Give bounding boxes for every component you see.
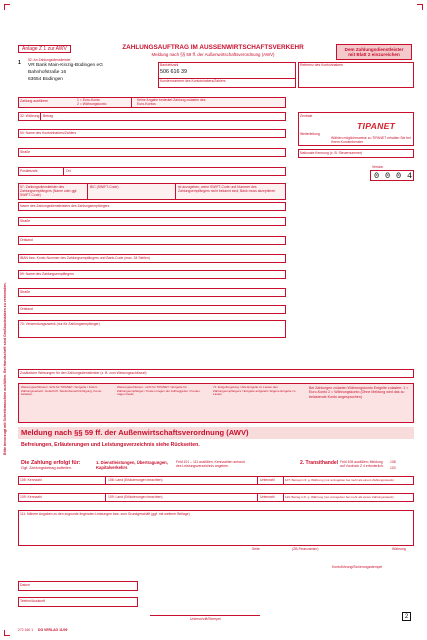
row1-country-label: 106: Land (Erläuterungen beachten)	[108, 478, 163, 482]
bank-city: 63654 Büdingen	[28, 77, 63, 82]
payment-for-note: Ggf. Zahlungsbetrag aufteilen.	[21, 466, 73, 470]
version-digit-1: 0	[374, 171, 380, 181]
payment-for-heading: Die Zahlung erfolgt für:	[21, 460, 81, 466]
tax-id-label: Nationale Kennung (z. B. Steuernummer)	[300, 151, 363, 155]
awv-heading: Meldung nach §§ 59 ff. der Außenwirtschaftsverordnung (AWV)	[21, 428, 249, 437]
services-heading: 1. Dienstleistungen, Übertragungen, Kapitalverkehrs	[96, 460, 168, 470]
beneficiary-name-label: 59: Name des Zahlungsempfängers	[20, 272, 74, 276]
purpose-label: 70: Verwendungszweck (nur für Zahlungsempfänger)	[20, 322, 100, 326]
postcode-label: Postleitzahl	[20, 169, 38, 173]
swift-note: ist anzugeben, wenn SWIFT-Code und Nummer des Zahlungsempfängers nicht bekannt sind; Bank muss akzeptieren	[178, 185, 276, 193]
copy-number: 1	[18, 60, 21, 66]
form-title: ZAHLUNGSAUFTRAG IM AUSSENWIRTSCHAFTSVERKEHR	[122, 44, 304, 51]
beneficiary-bank-place-label: Ortsland	[20, 238, 33, 242]
date-field[interactable]	[18, 581, 138, 591]
transit-heading: 2. Transithandel	[300, 460, 339, 466]
bic-label: BIC (SWIFT-Code)	[90, 185, 119, 189]
form-tag: Anlage Z 1 zur AWV	[18, 45, 71, 53]
execution-option-1: 1 = Euro-Konto	[77, 98, 100, 102]
reference-field[interactable]	[298, 62, 414, 88]
street-label: Straße	[20, 150, 31, 154]
beneficiary-street-field[interactable]	[18, 288, 286, 297]
instructions-field[interactable]	[18, 369, 414, 378]
form-code: 272 160 1	[18, 628, 34, 632]
purpose-field[interactable]	[18, 320, 286, 338]
row2-country-label: 109: Land (Erläuterungen beachten)	[108, 495, 163, 499]
awv-zb-label: (ZB-Finanzamtnr)	[292, 547, 319, 551]
awv-row-2[interactable]	[18, 493, 414, 502]
beneficiary-place-label: Ortsland	[20, 307, 33, 311]
beneficiary-bank-swift-row[interactable]	[18, 183, 286, 200]
version-digit-4: 4	[407, 171, 413, 181]
street-field[interactable]	[18, 148, 286, 157]
beneficiary-bank-place-field[interactable]	[18, 236, 286, 245]
tipanet-logo: TIPANET	[357, 121, 396, 131]
beneficiary-bank-name-label: Name des Zahlungsdienstleisters des Zahlungsempfängers	[20, 204, 110, 208]
version-box	[370, 170, 414, 181]
version-digit-2: 0	[385, 171, 391, 181]
bank-street: Bahnhofstraße 16	[28, 70, 67, 75]
amount-label: Betrag	[43, 114, 53, 118]
execution-row[interactable]	[18, 97, 286, 108]
beneficiary-name-field[interactable]	[18, 270, 286, 279]
publisher: DG VERLAG 11/09	[38, 628, 68, 632]
instruction-codes-band	[18, 383, 414, 423]
execution-note: Keine Angabe bedeutet Zahlung zulasten des Euro-Kontos	[137, 98, 206, 106]
row1-kennzahl-label: 105: Kennzahl	[20, 478, 42, 482]
awv-detail-label: 111: Nähere Angaben zu den zugrunde liegenden Leistungen bzw. zum Grundgeschäft (ggf. mit weiterer Beilage)	[20, 512, 190, 516]
instruction-col-4: Bei Zahlungen zulasten Währungskonto Entgelte zulasten: 1 = Euro-Konto 2 = Währungskonto (Ohne Meldung wird das zu belastende Konto angesprochen)	[309, 386, 409, 399]
transit-note: Feld 108 ausfüllen; Meldung auf Vordruck Z 4 erforderlich.	[340, 460, 384, 468]
instruction-col-2: Weisungsschlüssel - nicht für TIPANET / Entgelte für Zahlungsempfänger / Kosten tragen der Auftraggeber / Kosten tragen beide	[117, 385, 200, 397]
row2-amount-label: 110: Betrag in €, g. Währung (nur anzugeben bei mehr als einem Zahlungszweck)	[285, 495, 394, 499]
execution-label: Zahlung ausführen	[20, 99, 49, 103]
bank-label: 52: An Zahlungsdienstleister	[28, 58, 71, 62]
awv-currency-label: Währung	[392, 547, 406, 551]
bank-code-field[interactable]	[158, 62, 296, 88]
town-label: Ort	[66, 169, 71, 173]
zentrale-label: Zentrale	[300, 114, 313, 118]
version-label: Version	[372, 165, 384, 169]
execution-option-2: 2 = Währungskonto	[77, 102, 107, 106]
iban-label: IBAN bzw. Konto-Nummer des Zahlungsempfängers und Bank-Code (max. 34 Stellen)	[20, 256, 150, 260]
crop-mark-top-left	[4, 4, 10, 10]
services-note: Feld 101 – 111 ausfüllen. Kennzahlen anhand des Leistungsverzeichnis angeben.	[176, 460, 245, 468]
currency-label: 32: Währung	[20, 114, 40, 118]
awv-row-1[interactable]	[18, 476, 414, 485]
swift-label: 57: Zahlungsdienstleister des Zahlungsempfängers (Name oder ggf. SWIFT-Code)	[20, 185, 78, 197]
awv-heading-band	[18, 427, 414, 439]
iban-field[interactable]	[18, 254, 286, 263]
transit-code-100: 100	[390, 466, 396, 470]
row2-unterzahl-label: Unterzahl	[260, 495, 275, 499]
currency-amount-row[interactable]	[18, 112, 286, 121]
stamp-label: Kontoführung/Sicherungsstempel	[332, 565, 383, 569]
row2-kennzahl-label: 109: Kennzahl	[20, 495, 42, 499]
awv-page-label: Seite	[252, 547, 260, 551]
form-subtitle: Meldung nach §§ 59 ff. der Außenwirtschaftsverordnung (AWV)	[151, 52, 275, 57]
reference-label: Referenz des Kontoinhabers	[300, 63, 343, 67]
account-number-label: Kundennummer des Kontoinhabers/Zahlers	[160, 79, 226, 83]
notice-line-1: Dem Zahlungsdienstleister	[344, 47, 404, 52]
transit-code-108: 108	[390, 460, 396, 464]
weiterleitung-label: Weiterleitung	[300, 132, 320, 136]
payer-name-label: 50: Name des Kontoinhabers/Zahlers	[20, 131, 77, 135]
instruction-col-3: 71: Entgeltregelung / Alle Entgelte zu Lasten des Zahlungsempfängers / Entgelte aufgeteilt / Eigene Entgelte zu Lasten	[213, 385, 296, 397]
crop-mark-top-right	[417, 4, 423, 10]
row1-unterzahl-label: Unterzahl	[260, 478, 275, 482]
tax-id-field[interactable]	[298, 149, 414, 158]
beneficiary-place-field[interactable]	[18, 305, 286, 314]
bank-code-label: Bankleitzahl	[160, 63, 179, 67]
beneficiary-bank-street-label: Straße	[20, 219, 31, 223]
crop-mark-bottom-left	[4, 630, 10, 636]
page-mark: 2	[402, 612, 411, 621]
payer-name-field[interactable]	[18, 129, 286, 138]
signature-label: Unterschrift/Stempel	[190, 617, 221, 621]
version-digit-3: 0	[396, 171, 402, 181]
awv-subheading: Befreiungen, Erläuterungen und Leistungsverzeichnis siehe Rückseiten.	[21, 442, 200, 448]
instruction-col-1: Weisungsschlüssel / nicht für TIPANET / Entgelte / Sofort-Zahlungsverkehr, Gutschrift, Telefonbenachrichtigung, Konto belasten	[21, 385, 102, 397]
row1-amount-label: 107: Betrag in €, g. Währung (nur anzugeben bei mehr als einem Zahlungszweck)	[285, 478, 394, 482]
bank-name: VR Bank Main-Kinzig-Büdingen eG	[28, 63, 103, 68]
notice-line-2: mit Blatt 2 einzureichen	[348, 52, 400, 57]
side-instruction-text: Bitte bevorzugt mit Schreibmaschine ausfüllen. Bei Handschrift sind Großbuchstaben zu verwenden.	[3, 282, 7, 455]
bank-code-value: 506 616 39	[160, 69, 187, 75]
submission-notice	[336, 44, 412, 60]
beneficiary-bank-name-field[interactable]	[18, 202, 286, 211]
beneficiary-street-label: Straße	[20, 290, 31, 294]
zentrale-box	[298, 112, 414, 146]
beneficiary-bank-street-field[interactable]	[18, 217, 286, 226]
tipanet-note: Wählen möglicherweise zu TIPANET erhalten Sie bei Ihrem Kundenberater	[331, 136, 411, 144]
instructions-label: Zusätzliche Weisungen für den Zahlungsdienstleister (z. B. zum Weisungsschlüssel)	[20, 371, 147, 375]
phone-field[interactable]	[18, 597, 138, 607]
postcode-town-field[interactable]	[18, 167, 286, 176]
date-label: Datum	[20, 583, 30, 587]
phone-label: Telefon/Auskunft	[20, 599, 46, 603]
awv-detail-field[interactable]	[18, 510, 414, 546]
